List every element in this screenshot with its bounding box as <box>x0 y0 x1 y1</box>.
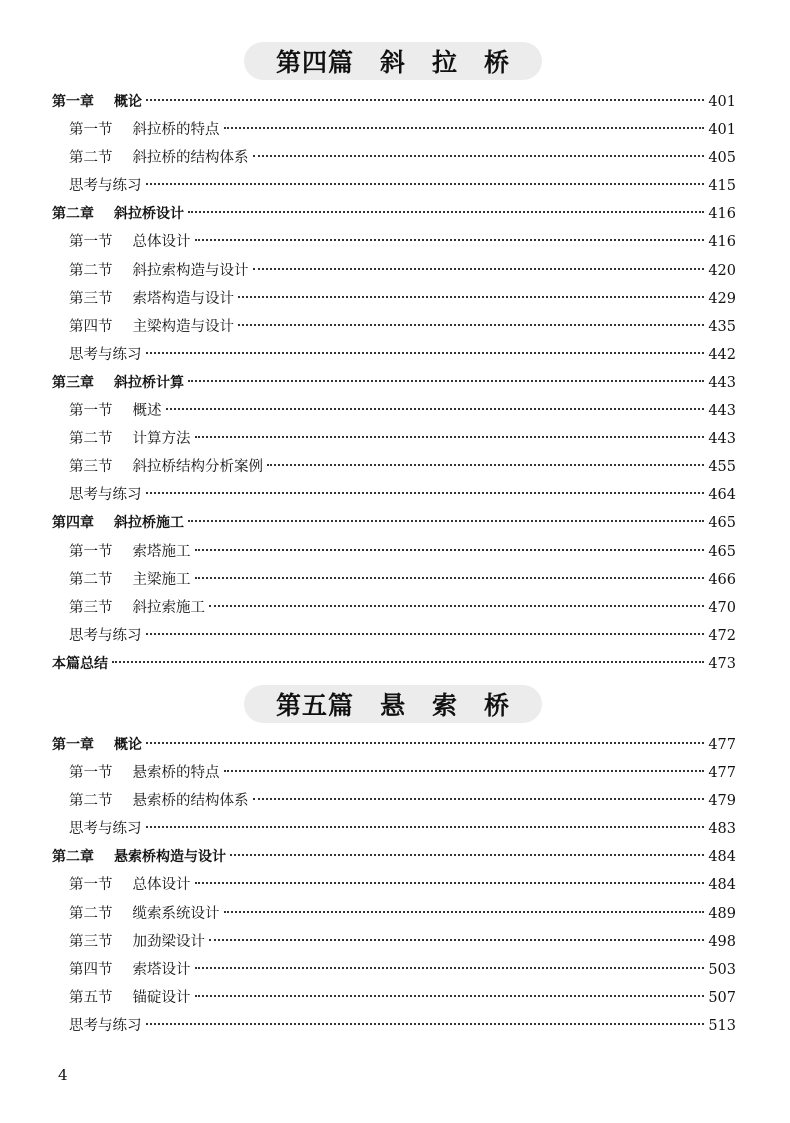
toc-section-entry <box>52 341 736 369</box>
toc-section-entry <box>52 928 736 956</box>
entry-title: 斜拉索构造与设计 <box>132 262 249 279</box>
toc-chapter-entry <box>52 200 736 228</box>
entry-number: 第一节 <box>69 765 113 782</box>
toc-section-entry <box>52 116 736 144</box>
dot-leader <box>146 633 705 635</box>
entry-number: 第三节 <box>69 933 113 950</box>
entry-title: 斜拉桥结构分析案例 <box>132 459 263 476</box>
entry-page-number: 416 <box>708 234 736 251</box>
toc-section-entry <box>52 425 736 453</box>
entry-page-number: 443 <box>708 374 736 391</box>
toc-section-entry <box>52 622 736 650</box>
entry-title: 思考与练习 <box>69 178 142 195</box>
entry-page-number: 466 <box>708 571 736 588</box>
toc-section-entry <box>52 538 736 566</box>
toc-section-entry <box>52 228 736 256</box>
dot-leader <box>146 183 705 185</box>
entry-page-number: 513 <box>708 1017 736 1034</box>
dot-leader <box>146 826 705 828</box>
entry-title: 悬索桥的结构体系 <box>132 793 249 810</box>
entry-title: 缆索系统设计 <box>132 905 220 922</box>
dot-leader <box>253 155 705 157</box>
entry-page-number: 465 <box>708 515 736 532</box>
entry-title: 主梁构造与设计 <box>132 318 234 335</box>
toc-section-entry <box>52 144 736 172</box>
entry-page-number: 479 <box>708 793 736 810</box>
entry-page-number: 443 <box>708 431 736 448</box>
entry-number: 第一节 <box>69 122 113 139</box>
dot-leader <box>188 380 704 382</box>
toc-section-entry <box>52 313 736 341</box>
toc-list <box>52 88 736 678</box>
entry-title: 斜拉桥的结构体系 <box>132 150 249 167</box>
entry-title: 总体设计 <box>132 877 191 894</box>
entry-number: 第四节 <box>69 318 113 335</box>
dot-leader <box>209 939 704 941</box>
entry-number: 第四章 <box>52 515 94 532</box>
toc-section-entry <box>52 453 736 481</box>
dot-leader <box>195 577 705 579</box>
dot-leader <box>146 742 704 744</box>
entry-page-number: 464 <box>708 487 736 504</box>
toc-section-entry <box>52 787 736 815</box>
dot-leader <box>146 1023 705 1025</box>
entry-page-number: 503 <box>708 961 736 978</box>
entry-page-number: 470 <box>708 599 736 616</box>
dot-leader <box>195 239 705 241</box>
entry-page-number: 498 <box>708 933 736 950</box>
entry-title: 思考与练习 <box>69 346 142 363</box>
toc-section-entry <box>52 900 736 928</box>
entry-page-number: 405 <box>708 150 736 167</box>
toc-list <box>52 731 736 1040</box>
part-title: 第五篇 悬 索 桥 <box>275 691 510 720</box>
entry-number: 第一节 <box>69 877 113 894</box>
entry-page-number: 416 <box>708 206 736 223</box>
entry-title: 主梁施工 <box>132 571 191 588</box>
toc-section-entry <box>52 566 736 594</box>
dot-leader <box>238 324 704 326</box>
entry-page-number: 435 <box>708 318 736 335</box>
entry-number: 第二节 <box>69 262 113 279</box>
entry-title: 斜拉桥施工 <box>114 515 184 532</box>
dot-leader <box>195 549 705 551</box>
entry-page-number: 429 <box>708 290 736 307</box>
entry-title: 思考与练习 <box>69 627 142 644</box>
entry-number: 第二节 <box>69 571 113 588</box>
entry-number: 第三节 <box>69 290 113 307</box>
dot-leader <box>209 605 704 607</box>
entry-number: 第四节 <box>69 961 113 978</box>
entry-page-number: 477 <box>708 765 736 782</box>
entry-page-number: 489 <box>708 905 736 922</box>
entry-number: 第二节 <box>69 793 113 810</box>
entry-number: 第二节 <box>69 905 113 922</box>
part-banner <box>244 685 542 723</box>
toc-section-entry <box>52 984 736 1012</box>
entry-title: 本篇总结 <box>52 655 108 672</box>
toc-chapter-entry <box>52 509 736 537</box>
entry-title: 斜拉桥的特点 <box>132 122 220 139</box>
toc-chapter-entry <box>52 369 736 397</box>
entry-title: 斜拉索施工 <box>132 599 205 616</box>
entry-title: 斜拉桥计算 <box>114 374 184 391</box>
dot-leader <box>253 798 705 800</box>
entry-title: 思考与练习 <box>69 1017 142 1034</box>
dot-leader <box>267 464 704 466</box>
entry-title: 概述 <box>132 403 162 420</box>
entry-page-number: 401 <box>708 94 736 110</box>
entry-page-number: 401 <box>708 122 736 139</box>
toc-section-entry <box>52 759 736 787</box>
entry-title: 思考与练习 <box>69 821 142 838</box>
entry-number: 第二章 <box>52 206 94 223</box>
entry-number: 第二章 <box>52 849 94 866</box>
entry-page-number: 483 <box>708 821 736 838</box>
entry-number: 第三章 <box>52 374 94 391</box>
entry-page-number: 465 <box>708 543 736 560</box>
entry-title: 索塔设计 <box>132 961 191 978</box>
entry-title: 概论 <box>114 737 142 753</box>
entry-title: 思考与练习 <box>69 487 142 504</box>
dot-leader <box>224 770 705 772</box>
entry-page-number: 473 <box>708 655 736 672</box>
toc-section-entry <box>52 815 736 843</box>
entry-title: 锚碇设计 <box>132 989 191 1006</box>
dot-leader <box>224 127 705 129</box>
entry-title: 斜拉桥设计 <box>114 206 184 223</box>
part-banner <box>244 42 542 80</box>
toc-section-entry <box>52 172 736 200</box>
entry-number: 第三节 <box>69 599 113 616</box>
entry-number: 第一章 <box>52 737 94 753</box>
toc-section-entry <box>52 1012 736 1040</box>
entry-page-number: 415 <box>708 178 736 195</box>
dot-leader <box>195 995 705 997</box>
entry-title: 悬索桥构造与设计 <box>114 849 226 866</box>
page-number: 4 <box>58 1066 68 1084</box>
toc-section-entry <box>52 397 736 425</box>
dot-leader <box>253 268 705 270</box>
dot-leader <box>224 911 705 913</box>
entry-title: 加劲梁设计 <box>132 933 205 950</box>
entry-page-number: 507 <box>708 989 736 1006</box>
entry-number: 第二节 <box>69 431 113 448</box>
dot-leader <box>188 520 704 522</box>
part-title: 第四篇 斜 拉 桥 <box>275 48 510 77</box>
dot-leader <box>166 408 705 410</box>
dot-leader <box>195 436 705 438</box>
entry-page-number: 442 <box>708 346 736 363</box>
entry-number: 第一节 <box>69 234 113 251</box>
dot-leader <box>112 661 704 663</box>
entry-title: 计算方法 <box>132 431 191 448</box>
toc-chapter-entry <box>52 650 736 678</box>
toc-section-entry <box>52 285 736 313</box>
dot-leader <box>230 854 704 856</box>
toc-chapter-entry <box>52 843 736 871</box>
entry-page-number: 455 <box>708 459 736 476</box>
dot-leader <box>146 352 705 354</box>
entry-page-number: 484 <box>708 849 736 866</box>
entry-number: 第二节 <box>69 150 113 167</box>
dot-leader <box>195 882 705 884</box>
toc-section-entry <box>52 257 736 285</box>
entry-title: 总体设计 <box>132 234 191 251</box>
toc-chapter-entry <box>52 731 736 759</box>
entry-title: 概论 <box>114 94 142 110</box>
entry-number: 第一节 <box>69 543 113 560</box>
entry-title: 索塔构造与设计 <box>132 290 234 307</box>
toc-section-entry <box>52 594 736 622</box>
entry-title: 索塔施工 <box>132 543 191 560</box>
entry-page-number: 420 <box>708 262 736 279</box>
entry-number: 第五节 <box>69 989 113 1006</box>
toc-section-entry <box>52 481 736 509</box>
toc-section-entry <box>52 871 736 899</box>
dot-leader <box>238 296 704 298</box>
dot-leader <box>195 967 705 969</box>
entry-number: 第一节 <box>69 403 113 420</box>
dot-leader <box>146 99 704 101</box>
toc-section-entry <box>52 956 736 984</box>
entry-page-number: 443 <box>708 403 736 420</box>
entry-number: 第一章 <box>52 94 94 110</box>
entry-page-number: 472 <box>708 627 736 644</box>
dot-leader <box>188 211 704 213</box>
entry-number: 第三节 <box>69 459 113 476</box>
entry-title: 悬索桥的特点 <box>132 765 220 782</box>
dot-leader <box>146 492 705 494</box>
entry-page-number: 477 <box>708 737 736 753</box>
toc-chapter-entry <box>52 88 736 116</box>
entry-page-number: 484 <box>708 877 736 894</box>
